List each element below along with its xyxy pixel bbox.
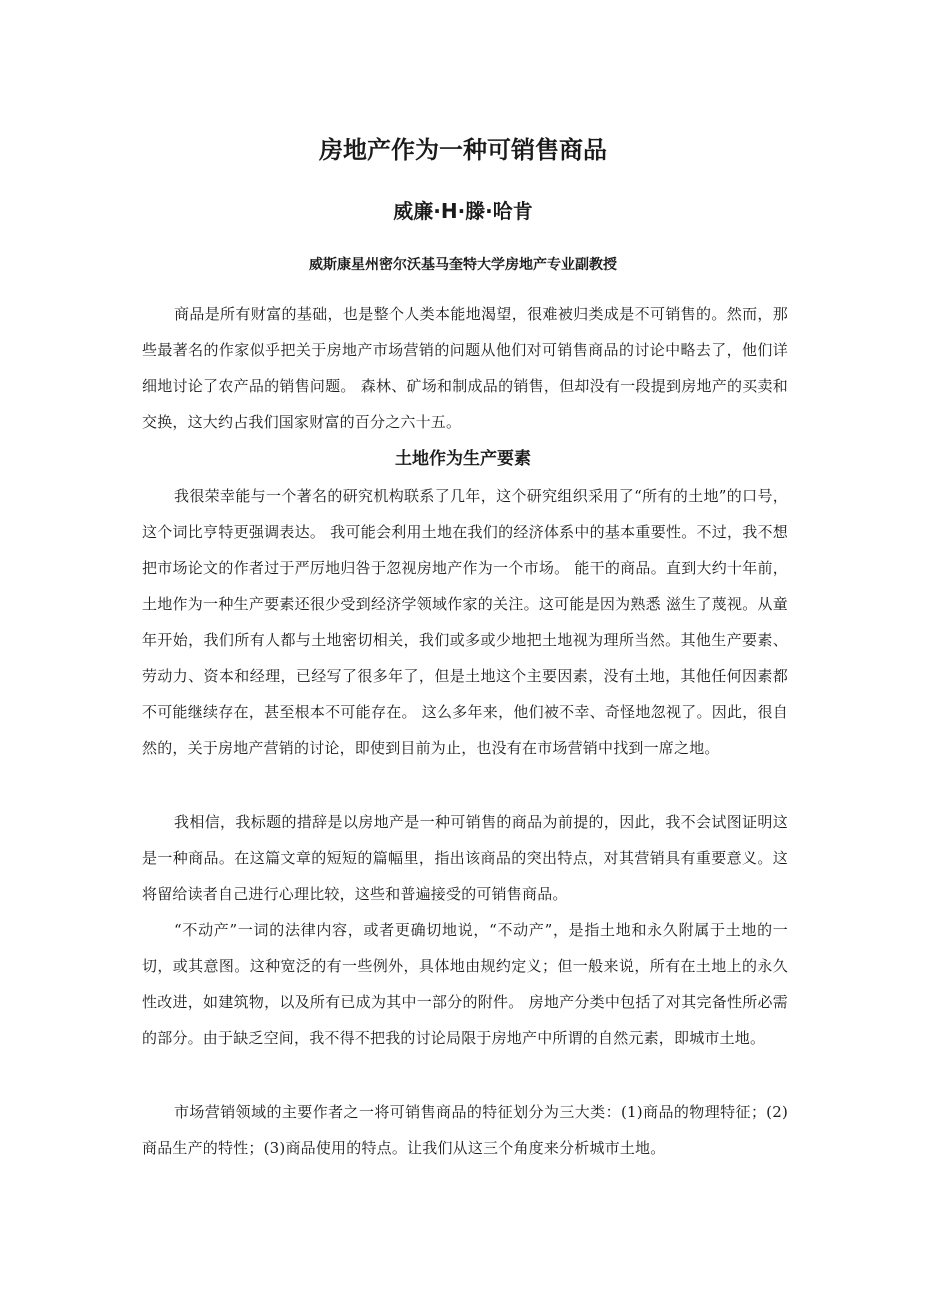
intro-section xyxy=(142,296,788,440)
section-body-2 xyxy=(142,804,788,912)
author-name: 威廉·H·滕·哈肯 xyxy=(393,199,533,223)
intro-paragraph: 商品是所有财富的基础，也是整个人类本能地渴望，很难被归类成是不可销售的。然而，那些最著名的作家似乎把关于房地产市场营销的问题从他们对可销售商品的讨论中略去了，他们详细地讨论了农产品的销售问题。 森林、矿场和制成品的销售，但却没有一段提到房地产的买卖和交换，这大约占我们国家财富的百分之六十五。 xyxy=(142,305,788,431)
section-body xyxy=(142,478,788,766)
section-body-3 xyxy=(142,912,788,1056)
body-paragraph: “不动产”一词的法律内容，或者更确切地说，“不动产”，是指土地和永久附属于土地的一切，或其意图。这种宽泛的有一些例外，具体地由规约定义；但一般来说，所有在土地上的永久性改进，如建筑物，以及所有已成为其中一部分的附件。 房地产分类中包括了对其完备性所必需的部分。由于缺乏空间，我不得不把我的讨论局限于房地产中所谓的自然元素，即城市土地。 xyxy=(142,921,788,1047)
section-heading: 土地作为生产要素 xyxy=(395,449,531,469)
author-affiliation: 威斯康星州密尔沃基马奎特大学房地产专业副教授 xyxy=(309,257,617,273)
body-paragraph: 我相信，我标题的措辞是以房地产是一种可销售的商品为前提的，因此，我不会试图证明这是一种商品。在这篇文章的短短的篇幅里，指出该商品的突出特点，对其营销具有重要意义。这将留给读者自己进行心理比较，这些和普遍接受的可销售商品。 xyxy=(142,813,788,903)
body-paragraph: 我很荣幸能与一个著名的研究机构联系了几年，这个研究组织采用了“所有的土地”的口号，这个词比亨特更强调表达。 我可能会利用土地在我们的经济体系中的基本重要性。不过，我不想把市场论文的作者过于严厉地归咎于忽视房地产作为一个市场。 能干的商品。直到大约十年前，土地作为一种生产要素还很少受到经济学领域作家的关注。这可能是因为熟悉 滋生了蔑视。从童年开始，我们所有人都与土地密切相关，我们或多或少地把土地视为理所当然。其他生产要素、劳动力、资本和经理，已经写了很多年了，但是土地这个主要因素，没有土地，其他任何因素都不可能继续存在，甚至根本不可能存在。 这么多年来，他们被不幸、奇怪地忽视了。因此，很自然的，关于房地产营销的讨论，即使到目前为止，也没有在市场营销中找到一席之地。 xyxy=(142,487,788,757)
document-title: 房地产作为一种可销售商品 xyxy=(319,136,607,164)
body-paragraph: 市场营销领域的主要作者之一将可销售商品的特征划分为三大类：(1)商品的物理特征；(2)商品生产的特性；(3)商品使用的特点。让我们从这三个角度来分析城市土地。 xyxy=(142,1103,788,1157)
section-body-4 xyxy=(142,1094,788,1166)
